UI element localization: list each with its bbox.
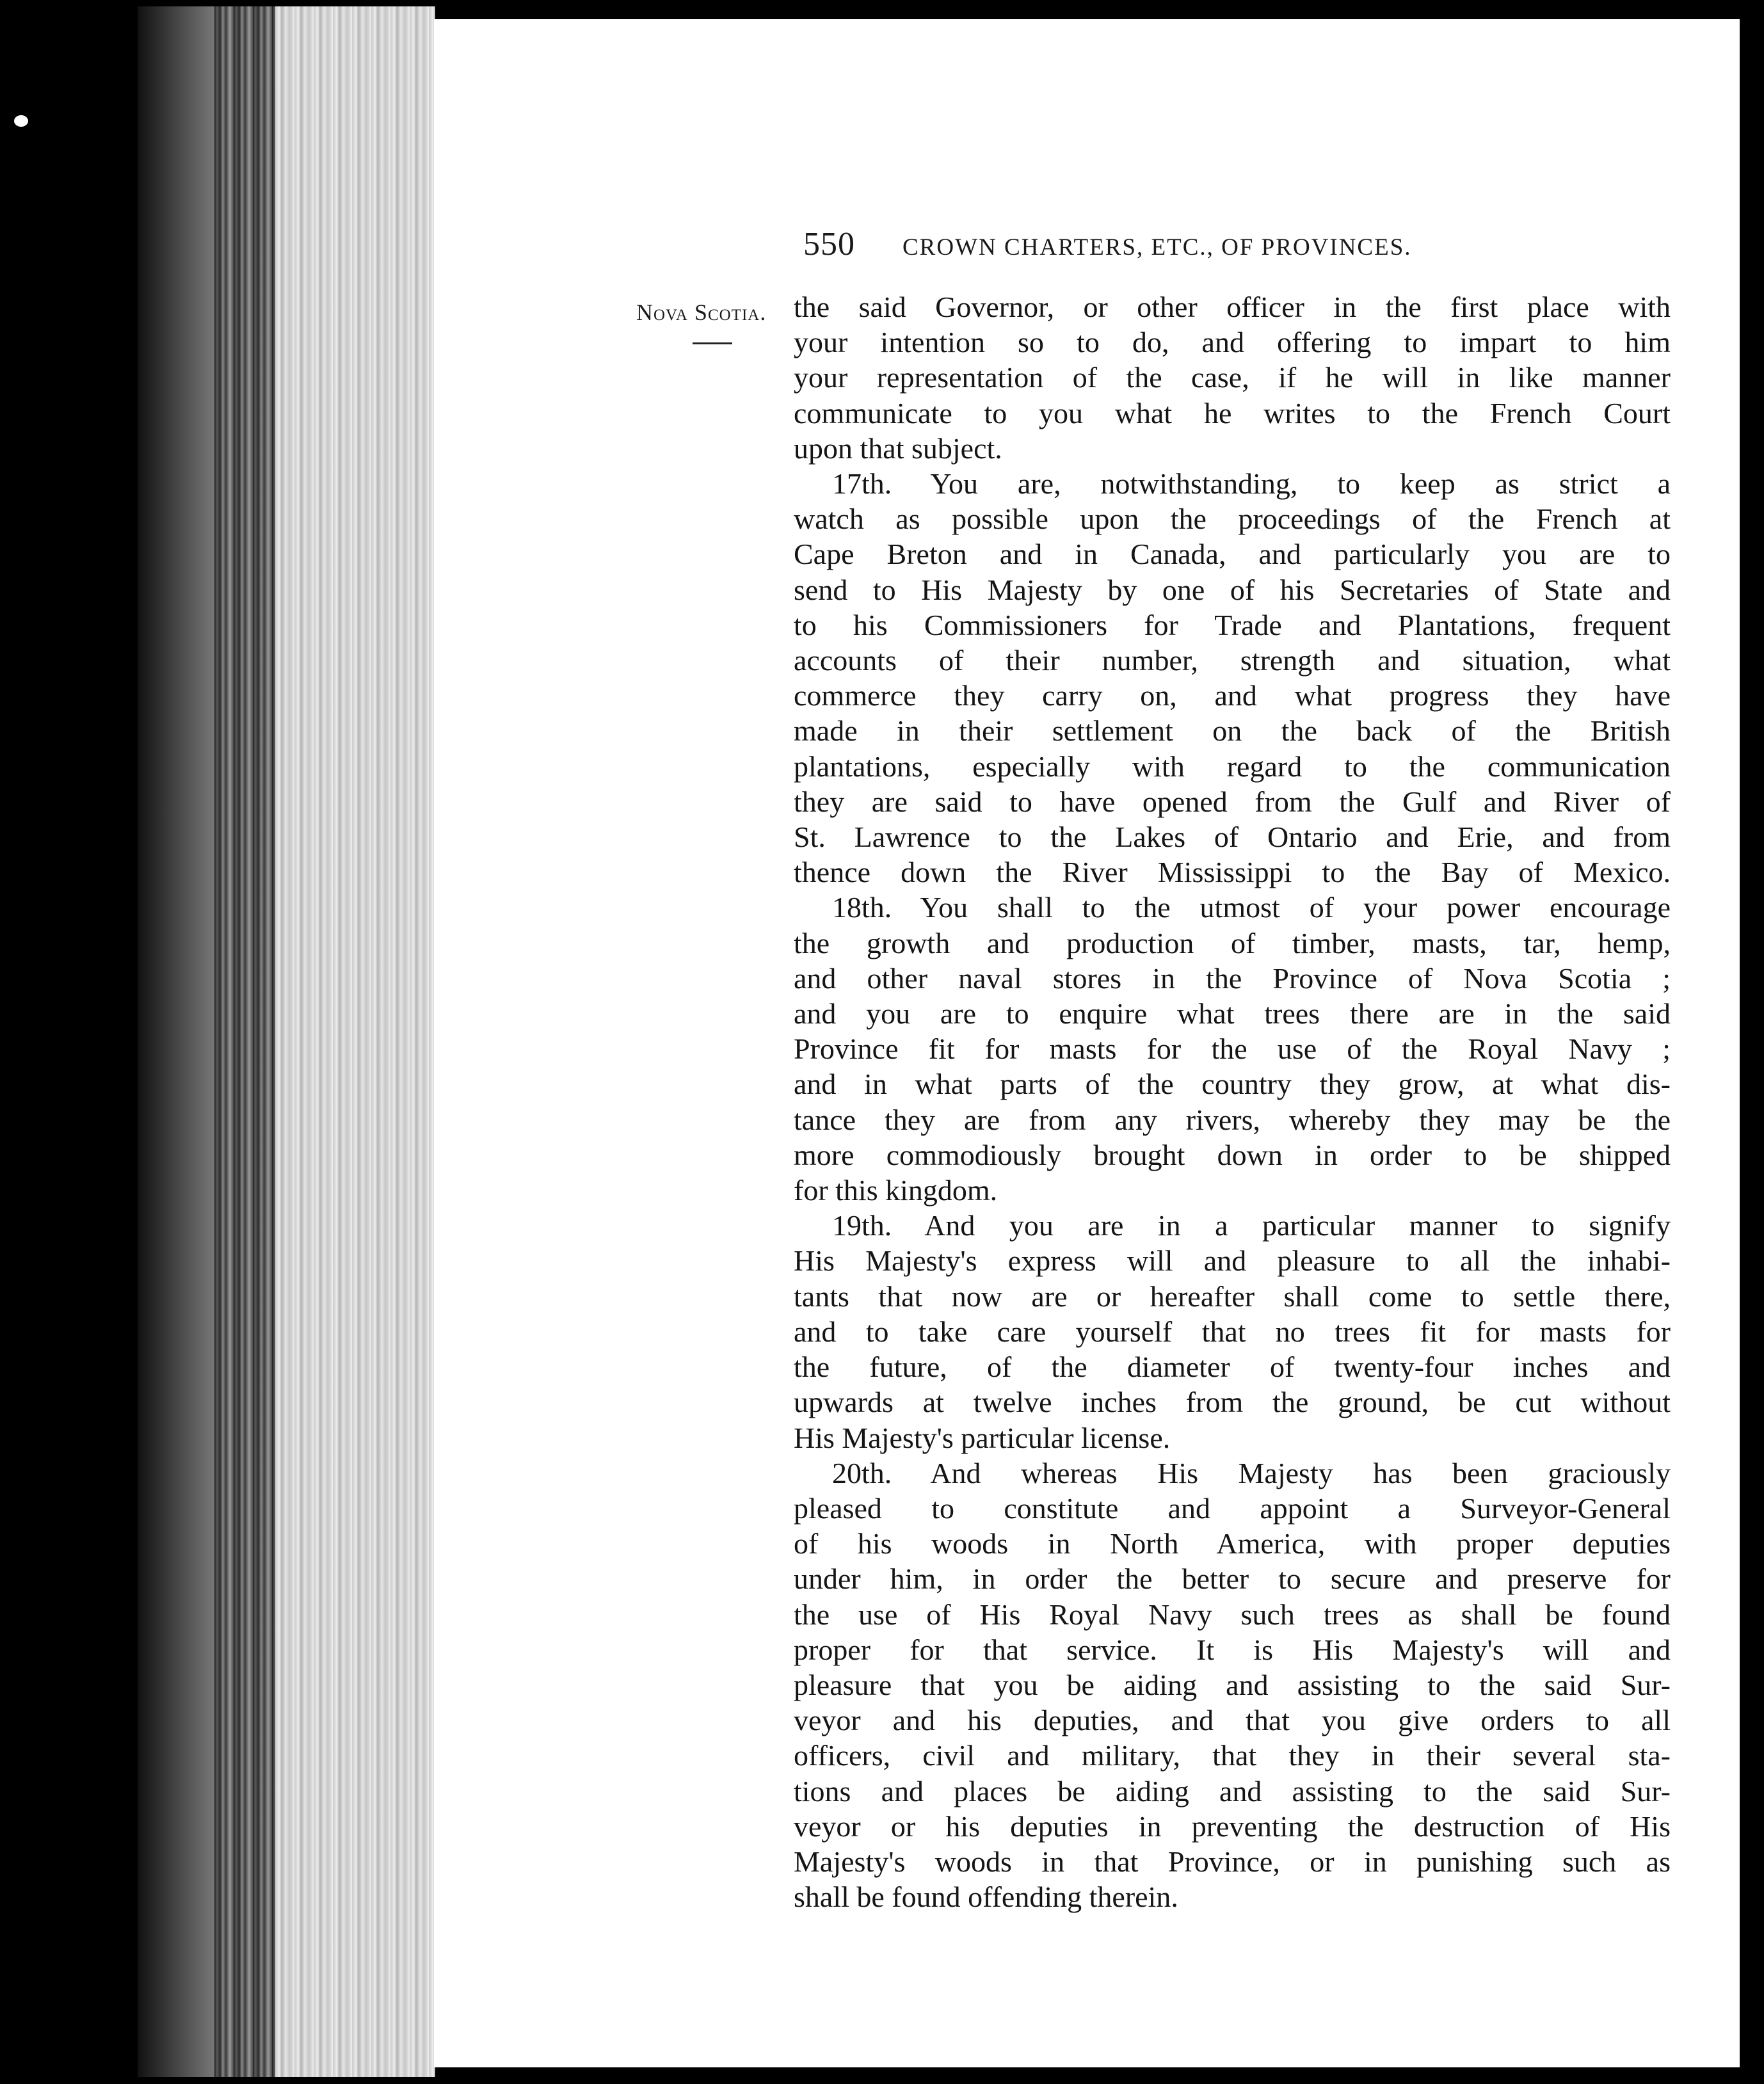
running-title: CROWN CHARTERS, ETC., OF PROVINCES.	[902, 234, 1412, 260]
text-line: 20th. And whereas His Majesty has been graciously	[832, 1456, 1671, 1489]
text-line: 17th. You are, notwithstanding, to keep as strict a	[832, 467, 1671, 501]
text-line: the future, of the diameter of twenty-four inches and	[794, 1351, 1671, 1384]
text-line: accounts of their number, strength and situation, what	[794, 644, 1671, 677]
text-line: the said Governor, or other officer in the first place with	[794, 291, 1671, 323]
body-text	[794, 289, 1671, 1914]
text-line: officers, civil and military, that they in their several sta-	[794, 1739, 1671, 1772]
text-line: for this kingdom.	[794, 1174, 998, 1207]
text-line: veyor and his deputies, and that you give orders to all	[794, 1704, 1671, 1737]
text-line: St. Lawrence to the Lakes of Ontario and Erie, and from	[794, 821, 1671, 854]
text-line: 18th. You shall to the utmost of your power encourage	[832, 891, 1671, 924]
text-line: communicate to you what he writes to the French Court	[794, 396, 1671, 429]
text-line: pleasure that you be aiding and assisting to the said Sur-	[794, 1668, 1671, 1701]
text-line: Majesty's woods in that Province, or in punishing such as	[794, 1845, 1671, 1878]
text-line: and other naval stores in the Province of Nova Scotia ;	[794, 961, 1671, 995]
margin-rule	[693, 342, 732, 344]
text-line: commerce they carry on, and what progress they have	[794, 679, 1671, 712]
text-line: watch as possible upon the proceedings of the French at	[794, 502, 1671, 536]
text-line: upon that subject.	[794, 431, 1002, 465]
text-line: His Majesty's particular license.	[794, 1421, 1171, 1454]
margin-note: Nova Scotia.	[636, 300, 767, 325]
scan-speck	[14, 115, 28, 127]
text-line: to his Commissioners for Trade and Plantations, frequent	[794, 608, 1671, 641]
text-line: proper for that service. It is His Majesty's will and	[794, 1633, 1671, 1666]
text-line: and to take care yourself that no trees fit for masts for	[794, 1315, 1671, 1348]
text-line: pleased to constitute and appoint a Surveyor-General	[794, 1491, 1671, 1525]
text-line: tance they are from any rivers, whereby they may be the	[794, 1103, 1671, 1136]
text-line: tants that now are or hereafter shall come to settle there,	[794, 1279, 1671, 1313]
text-line: send to His Majesty by one of his Secretaries of State and	[794, 573, 1671, 606]
text-line: and you are to enquire what trees there are in the said	[794, 997, 1671, 1030]
text-line: Province fit for masts for the use of the Royal Navy ;	[794, 1032, 1671, 1066]
text-line: 19th. And you are in a particular manner to signify	[832, 1209, 1671, 1242]
text-line: shall be found offending therein.	[794, 1880, 1178, 1914]
text-line: of his woods in North America, with proper deputies	[794, 1527, 1671, 1560]
text-line: the growth and production of timber, masts, tar, hemp,	[794, 926, 1671, 959]
text-line: thence down the River Mississippi to the Bay of Mexico.	[794, 856, 1671, 889]
text-line: under him, in order the better to secure and preserve for	[794, 1562, 1671, 1596]
text-line: His Majesty's express will and pleasure to all the inhabi-	[794, 1244, 1671, 1278]
text-line: they are said to have opened from the Gulf and River of	[794, 785, 1671, 818]
text-line: Cape Breton and in Canada, and particularly you are to	[794, 538, 1671, 571]
page-edges-shadow	[138, 6, 214, 2077]
text-line: plantations, especially with regard to the communication	[794, 749, 1671, 783]
text-line: your intention so to do, and offering to impart to him	[794, 326, 1671, 359]
text-line: tions and places be aiding and assisting to the said Sur-	[794, 1774, 1671, 1807]
text-line: the use of His Royal Navy such trees as shall be found	[794, 1598, 1671, 1631]
page-edges-highlight	[275, 6, 435, 2077]
page-number: 550	[803, 226, 855, 262]
text-line: veyor or his deputies in preventing the destruction of His	[794, 1809, 1671, 1843]
text-line: upwards at twelve inches from the ground, be cut without	[794, 1386, 1671, 1419]
text-line: more commodiously brought down in order to be shipped	[794, 1138, 1671, 1171]
text-line: made in their settlement on the back of the British	[794, 714, 1671, 748]
running-head	[803, 225, 1412, 263]
text-line: and in what parts of the country they grow, at what dis-	[794, 1068, 1671, 1101]
text-line: your representation of the case, if he will in like manner	[794, 361, 1671, 394]
